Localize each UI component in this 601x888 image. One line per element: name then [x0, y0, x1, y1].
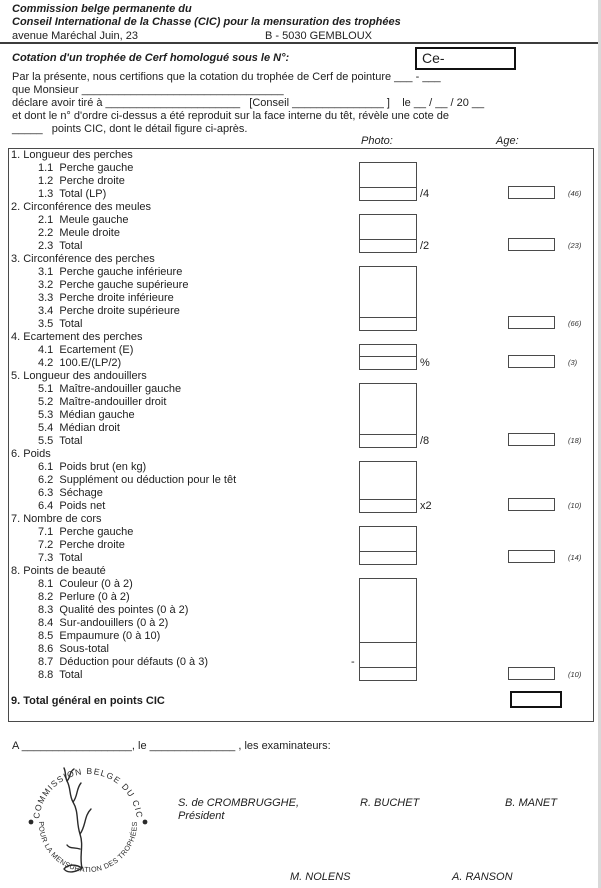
ref-number-1: (46)	[568, 189, 582, 198]
divisor-label-2: /2	[420, 240, 430, 252]
signature-ranson: A. RANSON	[452, 871, 513, 883]
measure-box-8-3[interactable]	[359, 667, 417, 681]
age-column-label: Age:	[496, 135, 519, 147]
measure-box-5-2[interactable]	[359, 434, 417, 448]
measure-box-3-1[interactable]	[359, 266, 417, 318]
row-5.5: 5.5 Total	[38, 435, 83, 447]
row-8.5: 8.5 Empaumure (0 à 10)	[38, 630, 161, 642]
row-4.1: 4.1 Ecartement (E)	[38, 344, 134, 356]
row-8.1: 8.1 Couleur (0 à 2)	[38, 578, 133, 590]
section-1-title: 1. Longueur des perches	[11, 149, 133, 161]
section-7-title: 7. Nombre de cors	[11, 513, 102, 525]
points-box-4[interactable]	[508, 355, 555, 368]
signature-buchet: R. BUCHET	[360, 797, 420, 809]
measure-box-8-1[interactable]	[359, 578, 417, 643]
section-2-title: 2. Circonférence des meules	[11, 201, 152, 213]
signature-president-name: S. de CROMBRUGGHE,	[178, 797, 300, 809]
signature-nolens: M. NOLENS	[290, 871, 351, 883]
stamp-bottom-text: POUR LA MENSURATION DES TROPHÉES	[36, 821, 140, 875]
measure-box-5-1[interactable]	[359, 383, 417, 435]
row-3.1: 3.1 Perche gauche inférieure	[38, 266, 183, 278]
row-2.1: 2.1 Meule gauche	[38, 214, 129, 226]
stamp-top-text: COMMISSION BELGE DU CIC	[31, 765, 145, 820]
signature-president-title: Président	[178, 810, 225, 822]
row-2.3: 2.3 Total	[38, 240, 83, 252]
certify-line-3: déclare avoir tiré à ______________________ [Conseil _______________ ] le __ / __ / 20 __	[12, 97, 485, 109]
measure-box-8-2[interactable]	[359, 642, 417, 669]
row-3.3: 3.3 Perche droite inférieure	[38, 292, 174, 304]
points-box-2[interactable]	[508, 238, 555, 251]
row-3.4: 3.4 Perche droite supérieure	[38, 305, 180, 317]
row-5.1: 5.1 Maître-andouiller gauche	[38, 383, 182, 395]
certify-line-2: que Monsieur _________________________________	[12, 84, 284, 96]
points-box-6[interactable]	[508, 498, 555, 511]
divisor-label-6: x2	[420, 500, 432, 512]
stamp-left-dot	[29, 820, 34, 825]
points-box-7[interactable]	[508, 550, 555, 563]
row-1.1: 1.1 Perche gauche	[38, 162, 134, 174]
place-date-line: A __________________, le ______________ , les examinateurs:	[12, 740, 331, 752]
row-1.2: 1.2 Perche droite	[38, 175, 125, 187]
row-6.2: 6.2 Supplément ou déduction pour le têt	[38, 474, 237, 486]
ref-number-3: (66)	[568, 319, 582, 328]
measure-box-2-1[interactable]	[359, 214, 417, 240]
row-1.3: 1.3 Total (LP)	[38, 188, 107, 200]
section-6-title: 6. Poids	[11, 448, 51, 460]
measure-box-2-2[interactable]	[359, 239, 417, 253]
grand-total-label: 9. Total général en points CIC	[11, 695, 165, 707]
row-6.3: 6.3 Séchage	[38, 487, 103, 499]
points-box-1[interactable]	[508, 186, 555, 199]
measure-box-6-1[interactable]	[359, 461, 417, 500]
org-line-1: Commission belge permanente du	[12, 3, 192, 15]
points-box-3[interactable]	[508, 316, 555, 329]
row-5.2: 5.2 Maître-andouiller droit	[38, 396, 167, 408]
org-line-2: Conseil International de la Chasse (CIC) pour la mensuration des trophées	[12, 16, 401, 28]
row-8.7: 8.7 Déduction pour défauts (0 à 3)	[38, 656, 208, 668]
row-6.4: 6.4 Poids net	[38, 500, 106, 512]
ref-number-5: (18)	[568, 436, 582, 445]
measure-box-6-2[interactable]	[359, 499, 417, 513]
svg-text:POUR LA MENSURATION DES TROPHÉ	[37, 821, 139, 874]
row-8.4: 8.4 Sur-andouillers (0 à 2)	[38, 617, 169, 629]
ref-number-8: (10)	[568, 670, 582, 679]
row-7.2: 7.2 Perche droite	[38, 539, 125, 551]
measure-box-7-1[interactable]	[359, 526, 417, 552]
signature-manet: B. MANET	[505, 797, 557, 809]
stamp-right-dot	[143, 820, 148, 825]
ref-number-6: (10)	[568, 501, 582, 510]
measure-box-1-2[interactable]	[359, 187, 417, 201]
row-4.2: 4.2 100.E/(LP/2)	[38, 357, 122, 369]
row-8.2: 8.2 Perlure (0 à 2)	[38, 591, 130, 603]
row-6.1: 6.1 Poids brut (en kg)	[38, 461, 147, 473]
header-divider	[0, 42, 601, 44]
ref-number-2: (23)	[568, 241, 582, 250]
row-8.3: 8.3 Qualité des pointes (0 à 2)	[38, 604, 189, 616]
row-7.1: 7.1 Perche gauche	[38, 526, 134, 538]
ref-number-4: (3)	[568, 358, 578, 367]
divisor-label-5: /8	[420, 435, 430, 447]
row-8.6: 8.6 Sous-total	[38, 643, 109, 655]
section-4-title: 4. Ecartement des perches	[11, 331, 143, 343]
row-8.8: 8.8 Total	[38, 669, 83, 681]
measure-box-7-2[interactable]	[359, 551, 417, 565]
row-3.2: 3.2 Perche gauche supérieure	[38, 279, 189, 291]
section-3-title: 3. Circonférence des perches	[11, 253, 155, 265]
divisor-label-1: /4	[420, 188, 430, 200]
section-5-title: 5. Longueur des andouillers	[11, 370, 147, 382]
ref-number-7: (14)	[568, 553, 582, 562]
divisor-label-4: %	[420, 357, 430, 369]
row-2.2: 2.2 Meule droite	[38, 227, 120, 239]
points-box-5[interactable]	[508, 433, 555, 446]
commission-stamp	[18, 752, 158, 888]
measure-box-4-2[interactable]	[359, 356, 417, 370]
photo-column-label: Photo:	[361, 135, 393, 147]
cotation-title: Cotation d'un trophée de Cerf homologué sous le N°:	[12, 52, 290, 64]
grand-total-points-box[interactable]	[510, 691, 562, 708]
row-3.5: 3.5 Total	[38, 318, 83, 330]
svg-text:COMMISSION BELGE DU CIC	[31, 766, 145, 819]
row-5.4: 5.4 Médian droit	[38, 422, 120, 434]
row-7.3: 7.3 Total	[38, 552, 83, 564]
org-address: avenue Maréchal Juin, 23	[12, 30, 138, 42]
certify-line-4: et dont le n° d'ordre ci-dessus a été reproduit sur la face interne du têt, révèle une cote de	[12, 110, 449, 122]
measure-box-1-1[interactable]	[359, 162, 417, 188]
homologation-number-box[interactable]: Ce-	[415, 47, 516, 70]
deduction-minus-sign: -	[351, 656, 355, 668]
antler-icon	[64, 768, 91, 872]
section-8-title: 8. Points de beauté	[11, 565, 106, 577]
org-postal: B - 5030 GEMBLOUX	[265, 30, 372, 42]
certify-line-5: _____ points CIC, dont le détail figure ci-après.	[12, 123, 248, 135]
certify-line-1: Par la présente, nous certifions que la cotation du trophée de Cerf de pointure ___ - ___	[12, 71, 441, 83]
measure-box-3-2[interactable]	[359, 317, 417, 331]
points-box-8[interactable]	[508, 667, 555, 680]
row-5.3: 5.3 Médian gauche	[38, 409, 135, 421]
